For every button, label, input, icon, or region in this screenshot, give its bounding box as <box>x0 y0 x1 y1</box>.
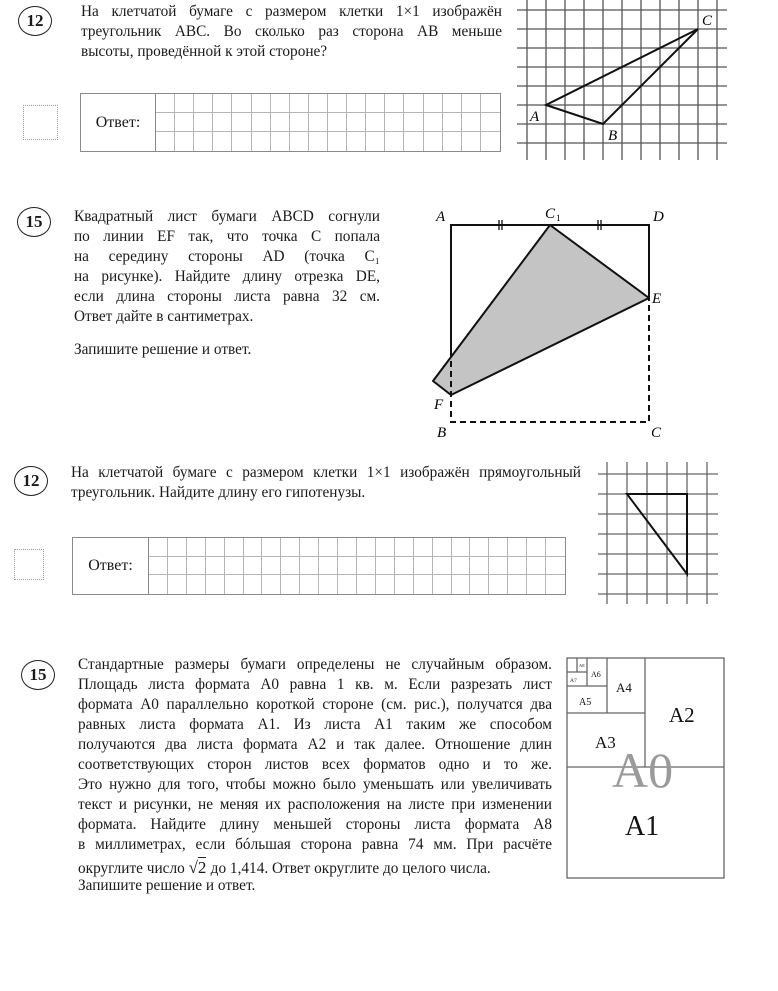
answer-cell[interactable] <box>225 538 244 557</box>
answer-cell[interactable] <box>175 113 194 132</box>
text-fragment: до 1,414. Ответ округлите до целого числа. <box>210 860 491 877</box>
answer-cell[interactable] <box>470 538 489 557</box>
answer-cells[interactable] <box>149 538 565 594</box>
answer-cell[interactable] <box>290 113 309 132</box>
right-triangle-grid-figure <box>595 460 730 605</box>
answer-cell[interactable] <box>156 132 175 151</box>
answer-cell[interactable] <box>271 94 290 113</box>
answer-cell[interactable] <box>271 132 290 151</box>
task-text-line: в миллиметрах, если бóльшая сторона равна 74 мм. При расчёте <box>78 836 552 853</box>
answer-cell[interactable] <box>156 113 175 132</box>
answer-cell[interactable] <box>319 538 338 557</box>
grid-lines <box>598 462 718 604</box>
answer-cell[interactable] <box>527 538 546 557</box>
answer-cell[interactable] <box>281 557 300 576</box>
task-text <box>74 207 380 327</box>
answer-cell[interactable] <box>489 538 508 557</box>
task-number: 12 <box>26 11 44 30</box>
task-text-line: на середину стороны AD (точка C₁ <box>74 248 380 265</box>
answer-cell[interactable] <box>175 94 194 113</box>
answer-cell[interactable] <box>338 575 357 594</box>
task-text-line: на рисунке). Найдите длину отрезка DE, <box>74 268 380 285</box>
answer-cell[interactable] <box>149 557 168 576</box>
answer-cell[interactable] <box>376 557 395 576</box>
solution-note: Запишите решение и ответ. <box>78 877 256 894</box>
label-f: F <box>434 397 444 413</box>
solution-note: Запишите решение и ответ. <box>74 341 252 358</box>
answer-cell[interactable] <box>395 557 414 576</box>
label-a4: A4 <box>616 680 632 695</box>
task-number-badge <box>21 660 55 690</box>
answer-cell[interactable] <box>225 575 244 594</box>
sqrt-arg: 2 <box>197 858 207 877</box>
task-number: 15 <box>29 665 47 684</box>
label-a5: A5 <box>579 697 592 708</box>
label-a0: A0 <box>612 742 674 798</box>
answer-cell[interactable] <box>252 113 271 132</box>
answer-cell[interactable] <box>175 132 194 151</box>
answer-cell[interactable] <box>462 132 481 151</box>
answer-cell[interactable] <box>149 538 168 557</box>
answer-cell[interactable] <box>281 538 300 557</box>
task-number-badge <box>18 6 52 36</box>
answer-cell[interactable] <box>187 557 206 576</box>
label-c1-subscript: 1 <box>556 213 561 223</box>
task-text-line: соответствующих сторон листов всех форматов одно и то же. <box>78 756 552 773</box>
answer-cell[interactable] <box>300 575 319 594</box>
answer-cell[interactable] <box>395 575 414 594</box>
answer-cell[interactable] <box>300 538 319 557</box>
answer-cell[interactable] <box>290 94 309 113</box>
answer-cell[interactable] <box>481 94 500 113</box>
answer-box[interactable] <box>72 537 566 595</box>
answer-cell[interactable] <box>357 538 376 557</box>
answer-cell[interactable] <box>213 132 232 151</box>
task-text-line: На клетчатой бумаге с размером клетки 1×1 изображён <box>81 3 502 20</box>
task-text <box>71 463 581 503</box>
label-d: D <box>653 209 664 225</box>
label-a7: A7 <box>570 678 577 684</box>
task-text-line: Это нужно для того, чтобы можно было уменьшать или увеличивать <box>78 776 552 793</box>
sqrt-icon: √ <box>188 858 198 877</box>
answer-cell[interactable] <box>424 113 443 132</box>
answer-cell[interactable] <box>546 557 565 576</box>
vertex-label-b: B <box>608 128 618 144</box>
answer-cell[interactable] <box>527 575 546 594</box>
answer-cell[interactable] <box>338 538 357 557</box>
task-text-line: Стандартные размеры бумаги определены не случайным образом. <box>78 656 552 673</box>
folded-square-figure <box>420 195 680 445</box>
answer-cell[interactable] <box>424 94 443 113</box>
answer-cell[interactable] <box>309 94 328 113</box>
answer-cell[interactable] <box>290 132 309 151</box>
answer-box[interactable] <box>80 93 501 152</box>
answer-cell[interactable] <box>206 557 225 576</box>
task-text-line: высоты, проведённой к этой стороне? <box>81 43 328 60</box>
answer-cell[interactable] <box>244 538 263 557</box>
answer-cell[interactable] <box>328 94 347 113</box>
task-number-badge <box>17 207 51 237</box>
label-a3: A3 <box>595 733 616 752</box>
answer-cell[interactable] <box>481 132 500 151</box>
answer-cell[interactable] <box>281 575 300 594</box>
answer-cell[interactable] <box>309 132 328 151</box>
answer-cell[interactable] <box>546 575 565 594</box>
answer-cell[interactable] <box>470 557 489 576</box>
label-c1: C <box>545 206 556 222</box>
answer-cell[interactable] <box>271 113 290 132</box>
label-b: B <box>437 425 447 441</box>
answer-cell[interactable] <box>232 132 251 151</box>
answer-label: Ответ: <box>73 538 149 594</box>
answer-cell[interactable] <box>404 94 423 113</box>
answer-cell[interactable] <box>213 94 232 113</box>
answer-cell[interactable] <box>395 538 414 557</box>
task-text-line: Площадь листа формата А0 равна 1 кв. м. Если разрезать лист <box>78 676 552 693</box>
answer-cell[interactable] <box>168 575 187 594</box>
grid-lines <box>517 0 727 160</box>
score-checkbox[interactable] <box>23 105 58 140</box>
task-text-line: На клетчатой бумаге с размером клетки 1×1 изображён прямоугольный <box>71 464 581 481</box>
answer-cell[interactable] <box>424 132 443 151</box>
answer-cell[interactable] <box>319 575 338 594</box>
answer-cell[interactable] <box>366 132 385 151</box>
answer-cell[interactable] <box>404 132 423 151</box>
task-text-line: получаются два листа формата А2 и так далее. Отношение длин <box>78 736 552 753</box>
answer-cell[interactable] <box>489 557 508 576</box>
answer-cell[interactable] <box>366 113 385 132</box>
answer-cell[interactable] <box>414 575 433 594</box>
answer-cell[interactable] <box>357 575 376 594</box>
task-text <box>78 655 552 879</box>
task-text <box>81 2 502 62</box>
answer-cell[interactable] <box>347 113 366 132</box>
task-number: 12 <box>22 471 40 490</box>
answer-cell[interactable] <box>470 575 489 594</box>
answer-cell[interactable] <box>194 132 213 151</box>
label-a6: A6 <box>591 670 601 679</box>
answer-cell[interactable] <box>262 538 281 557</box>
answer-cell[interactable] <box>194 94 213 113</box>
label-a1: A1 <box>625 811 660 842</box>
answer-cell[interactable] <box>206 575 225 594</box>
answer-cell[interactable] <box>194 113 213 132</box>
answer-cell[interactable] <box>187 575 206 594</box>
task-text-line: Ответ дайте в сантиметрах. <box>74 308 254 325</box>
label-e: E <box>652 291 662 307</box>
task-text-line: по линии EF так, что точка C попала <box>74 228 380 245</box>
answer-cells[interactable] <box>156 94 500 151</box>
answer-cell[interactable] <box>206 538 225 557</box>
answer-cell[interactable] <box>385 132 404 151</box>
answer-cell[interactable] <box>376 575 395 594</box>
answer-cell[interactable] <box>357 557 376 576</box>
folded-region <box>433 225 649 395</box>
answer-cell[interactable] <box>347 94 366 113</box>
label-a8: A8 <box>579 663 585 668</box>
task-text-line: равных листа формата А1. Из листа А1 таким же способом <box>78 716 552 733</box>
answer-cell[interactable] <box>508 557 527 576</box>
task-text-line: если длина стороны листа равна 32 см. <box>74 288 380 305</box>
answer-cell[interactable] <box>319 557 338 576</box>
answer-cell[interactable] <box>462 113 481 132</box>
answer-cell[interactable] <box>300 557 319 576</box>
answer-cell[interactable] <box>385 113 404 132</box>
answer-cell[interactable] <box>404 113 423 132</box>
answer-cell[interactable] <box>309 113 328 132</box>
answer-cell[interactable] <box>443 113 462 132</box>
answer-cell[interactable] <box>414 538 433 557</box>
answer-cell[interactable] <box>187 538 206 557</box>
answer-cell[interactable] <box>168 557 187 576</box>
answer-cell[interactable] <box>481 113 500 132</box>
answer-cell[interactable] <box>232 113 251 132</box>
answer-cell[interactable] <box>527 557 546 576</box>
vertex-label-a: A <box>530 109 540 125</box>
answer-cell[interactable] <box>489 575 508 594</box>
answer-cell[interactable] <box>508 538 527 557</box>
task-text-line: Квадратный лист бумаги ABCD согнули <box>74 208 380 225</box>
label-a2: A2 <box>669 703 695 727</box>
label-a: A <box>436 209 446 225</box>
task-text-line: формата А0 параллельно короткой стороне (см. рис.), получатся два <box>78 696 552 713</box>
answer-cell[interactable] <box>508 575 527 594</box>
task-number: 15 <box>25 212 43 231</box>
answer-cell[interactable] <box>328 113 347 132</box>
triangle-abc-grid-figure <box>510 0 778 160</box>
vertex-label-c: C <box>702 13 713 29</box>
answer-cell[interactable] <box>443 94 462 113</box>
answer-cell[interactable] <box>244 557 263 576</box>
answer-cell[interactable] <box>156 94 175 113</box>
answer-cell[interactable] <box>452 575 471 594</box>
label-c: C <box>651 425 662 441</box>
answer-cell[interactable] <box>433 538 452 557</box>
answer-cell[interactable] <box>338 557 357 576</box>
answer-cell[interactable] <box>347 132 366 151</box>
answer-cell[interactable] <box>443 132 462 151</box>
answer-cell[interactable] <box>546 538 565 557</box>
answer-cell[interactable] <box>262 575 281 594</box>
answer-cell[interactable] <box>366 94 385 113</box>
sqrt-expression <box>189 857 211 877</box>
answer-cell[interactable] <box>252 132 271 151</box>
answer-cell[interactable] <box>149 575 168 594</box>
answer-cell[interactable] <box>328 132 347 151</box>
answer-cell[interactable] <box>462 94 481 113</box>
text-fragment: округлите число <box>78 860 185 877</box>
answer-cell[interactable] <box>385 94 404 113</box>
score-checkbox[interactable] <box>14 549 44 580</box>
answer-cell[interactable] <box>433 575 452 594</box>
answer-cell[interactable] <box>225 557 244 576</box>
task-text-line: формата. Найдите длину меньшей стороны листа формата А8 <box>78 816 552 833</box>
task-number-badge <box>14 466 48 496</box>
answer-label: Ответ: <box>81 94 156 151</box>
answer-cell[interactable] <box>213 113 232 132</box>
answer-cell[interactable] <box>433 557 452 576</box>
answer-cell[interactable] <box>452 557 471 576</box>
task-text-line: треугольник. Найдите длину его гипотенузы. <box>71 484 366 501</box>
answer-cell[interactable] <box>252 94 271 113</box>
answer-cell[interactable] <box>168 538 187 557</box>
task-text-line: треугольник ABC. Во сколько раз сторона AB меньше <box>81 23 502 40</box>
answer-cell[interactable] <box>244 575 263 594</box>
task-text-line: текст и рисунки, не меняя их расположения на листе при изменении <box>78 796 552 813</box>
answer-cell[interactable] <box>262 557 281 576</box>
answer-cell[interactable] <box>376 538 395 557</box>
answer-cell[interactable] <box>232 94 251 113</box>
answer-cell[interactable] <box>414 557 433 576</box>
paper-formats-figure <box>560 650 778 885</box>
answer-cell[interactable] <box>452 538 471 557</box>
